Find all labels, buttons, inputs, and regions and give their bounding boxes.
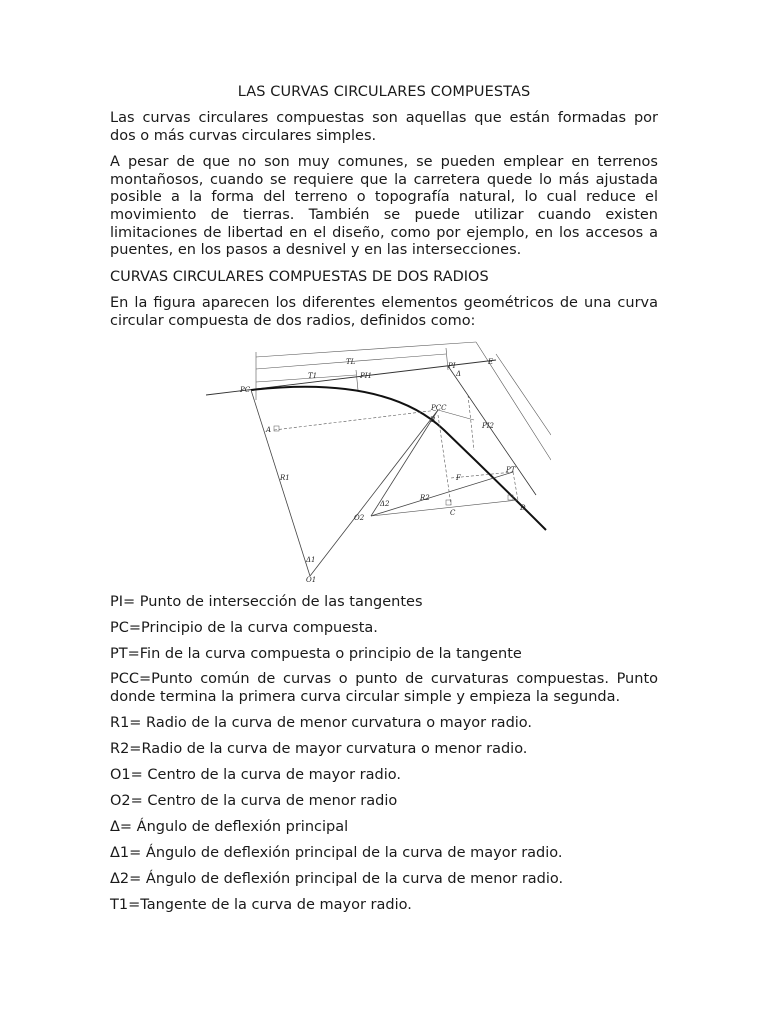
paragraph-definition: Las curvas circulares compuestas son aquellas que están formadas por dos o más curvas circulares simples. xyxy=(110,110,658,144)
label-d: D xyxy=(520,503,526,512)
label-f: F xyxy=(456,473,461,482)
construction-line-b xyxy=(438,415,451,505)
label-delta2: Δ2 xyxy=(380,499,390,508)
definition-delta1: Δ1= Ángulo de deflexión principal de la curva de mayor radio. xyxy=(110,844,563,861)
section-heading: CURVAS CIRCULARES COMPUESTAS DE DOS RADIOS xyxy=(110,268,489,285)
definition-t1: T1=Tangente de la curva de mayor radio. xyxy=(110,896,412,913)
baseline-cd xyxy=(371,500,518,516)
definition-o1: O1= Centro de la curva de mayor radio. xyxy=(110,767,401,784)
pcc-radius-line xyxy=(310,410,438,576)
label-delta: Δ xyxy=(456,369,462,378)
label-pi2: PI2 xyxy=(482,421,494,430)
right-angle-mark-a xyxy=(274,426,279,431)
paragraph-intro: En la figura aparecen los diferentes elementos geométricos de una curva circular compuesta de dos radios, definidos como: xyxy=(110,295,658,329)
label-e: E xyxy=(488,357,494,366)
radius-r1-line xyxy=(251,390,310,576)
definition-o2: O2= Centro de la curva de menor radio xyxy=(110,793,398,810)
definition-pcc: PCC=Punto común de curvas o punto de curvaturas compuestas. Punto donde termina la primera curva circular simple y empieza la segunda. xyxy=(110,671,658,706)
label-delta1: Δ1 xyxy=(306,555,316,564)
label-b: B xyxy=(430,415,436,424)
definition-pc: PC=Principio de la curva compuesta. xyxy=(110,619,378,636)
label-pcc: PCC xyxy=(431,403,447,412)
offset-line-2 xyxy=(496,354,551,435)
label-pi1: PI1 xyxy=(360,371,372,380)
construction-line-d xyxy=(513,472,518,500)
definition-r2: R2=Radio de la curva de mayor curvatura o menor radio. xyxy=(110,741,528,758)
label-o1: O1 xyxy=(306,575,317,582)
definition-pi: PI= Punto de intersección de las tangentes xyxy=(110,593,423,610)
definition-delta: Δ= Ángulo de deflexión principal xyxy=(110,819,349,835)
definition-pt: PT=Fin de la curva compuesta o principio de la tangente xyxy=(110,645,522,662)
label-c: C xyxy=(450,508,456,517)
label-tl: TL xyxy=(346,357,356,366)
radius-r2b-line xyxy=(371,472,513,516)
label-pc: PC xyxy=(240,385,251,394)
label-a: A xyxy=(266,425,272,434)
dimension-line-a xyxy=(256,342,476,357)
compound-curve-diagram xyxy=(206,340,551,582)
label-t1: T1 xyxy=(308,371,318,380)
label-pt: PT xyxy=(506,465,516,474)
label-r1: R1 xyxy=(280,473,290,482)
paragraph-usage: A pesar de que no son muy comunes, se pueden emplear en terrenos montañosos, cuando se requiere que la carretera quede lo más ajustada posible a la forma del terreno o topografía natural, lo cual reduce el movimiento de tierras. También se puede utilizar cuando existen limitaciones de libertad en el diseño, como por ejemplo, en los accesos a puentes, en los pasos a desnivel y en las intersecciones. xyxy=(110,154,658,259)
compound-curve-figure xyxy=(110,340,658,582)
label-r2: R2 xyxy=(420,493,430,502)
document-page xyxy=(110,84,658,923)
dimension-tick-pi1 xyxy=(356,370,358,390)
document-title: LAS CURVAS CIRCULARES COMPUESTAS xyxy=(237,84,531,100)
compound-curve-path xyxy=(251,386,546,529)
construction-line-a xyxy=(274,410,438,430)
label-o2: O2 xyxy=(354,513,365,522)
definition-r1: R1= Radio de la curva de menor curvatura o mayor radio. xyxy=(110,715,533,732)
definition-delta2: Δ2= Ángulo de deflexión principal de la curva de menor radio. xyxy=(110,870,564,887)
label-pi: PI xyxy=(448,361,456,370)
